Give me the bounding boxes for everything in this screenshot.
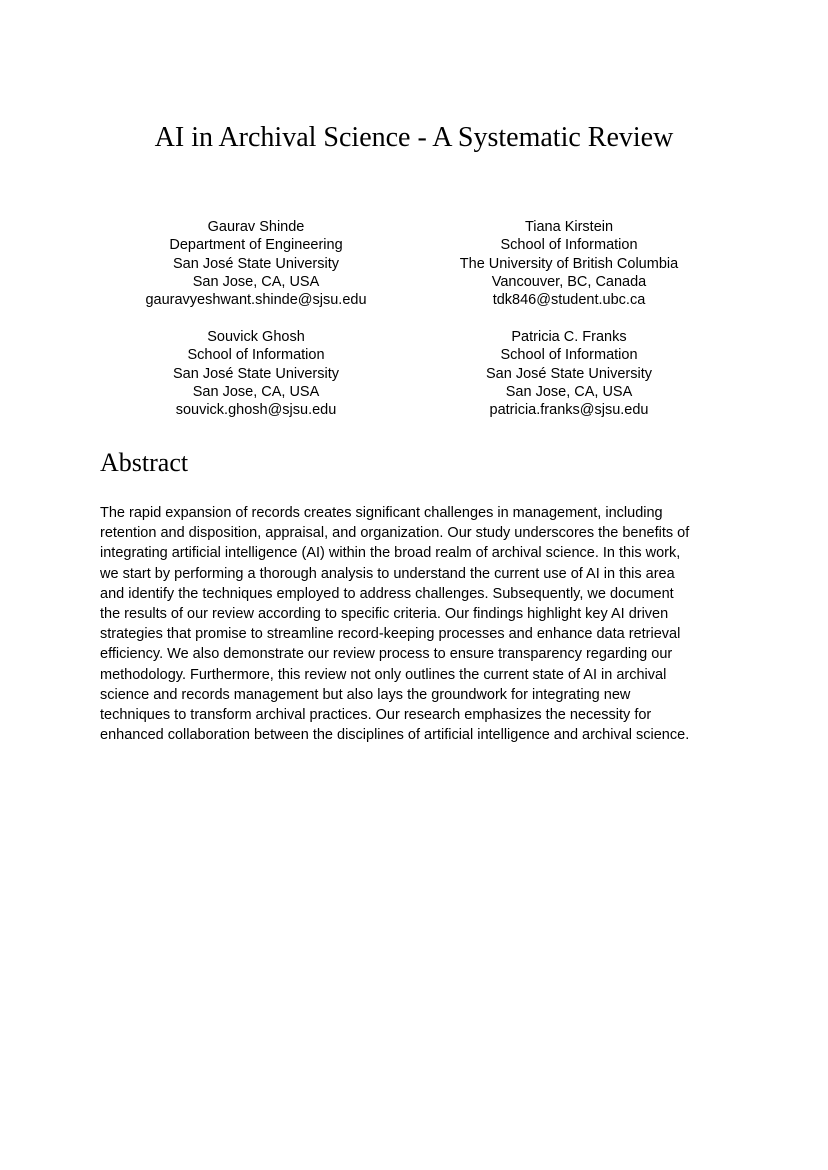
author-block-shinde [96, 218, 416, 309]
author-block-ghosh [96, 328, 416, 419]
abstract-line: enhanced collaboration between the disciplines of artificial intelligence and archival science. [100, 727, 690, 744]
abstract-body [100, 503, 740, 745]
author-location: San Jose, CA, USA [192, 383, 320, 400]
author-email: souvick.ghosh@sjsu.edu [175, 402, 337, 419]
author-name: Gaurav Shinde [207, 219, 305, 235]
author-institution: San José State University [172, 365, 340, 382]
abstract-line: and identify the techniques employed to address challenges. Subsequently, we document [100, 585, 674, 602]
author-institution: The University of British Columbia [459, 255, 679, 272]
abstract-line: strategies that promise to streamline record-keeping processes and enhance data retrieval [100, 626, 681, 643]
abstract-line: the results of our review according to specific criteria. Our findings highlight key AI driven [100, 606, 669, 623]
abstract-line: science and records management but also lays the groundwork for integrating new [100, 686, 631, 703]
abstract-line: efficiency. We also demonstrate our review process to ensure transparency regarding our [100, 646, 673, 663]
abstract-line: integrating artificial intelligence (AI) within the broad realm of archival science. In this work, [100, 545, 681, 562]
abstract-line: methodology. Furthermore, this review not only outlines the current state of AI in archival [100, 666, 667, 683]
paper-title: AI in Archival Science - A Systematic Review [154, 122, 674, 153]
author-email: patricia.franks@sjsu.edu [489, 402, 649, 419]
author-name: Souvick Ghosh [207, 329, 305, 345]
abstract-line: The rapid expansion of records creates significant challenges in management, including [100, 505, 663, 521]
author-email: tdk846@student.ubc.ca [492, 292, 646, 309]
author-name: Patricia C. Franks [511, 329, 627, 345]
abstract-line: we start by performing a thorough analysis to understand the current use of AI in this area [100, 565, 675, 582]
abstract-heading: Abstract [100, 448, 189, 477]
author-block-kirstein [409, 218, 729, 309]
author-institution: San José State University [485, 365, 653, 382]
author-email: gauravyeshwant.shinde@sjsu.edu [145, 292, 367, 309]
author-department: School of Information [500, 347, 638, 364]
author-name: Tiana Kirstein [524, 219, 614, 235]
author-department: School of Information [500, 237, 638, 254]
author-department: School of Information [187, 347, 325, 364]
abstract-line: retention and disposition, appraisal, and organization. Our study underscores the benefits of [100, 525, 690, 542]
author-department: Department of Engineering [169, 237, 343, 254]
author-location: San Jose, CA, USA [505, 383, 633, 400]
author-location: Vancouver, BC, Canada [491, 273, 647, 290]
author-location: San Jose, CA, USA [192, 273, 320, 290]
author-block-franks [409, 328, 729, 419]
abstract-line: techniques to transform archival practices. Our research emphasizes the necessity for [100, 707, 652, 724]
author-institution: San José State University [172, 255, 340, 272]
